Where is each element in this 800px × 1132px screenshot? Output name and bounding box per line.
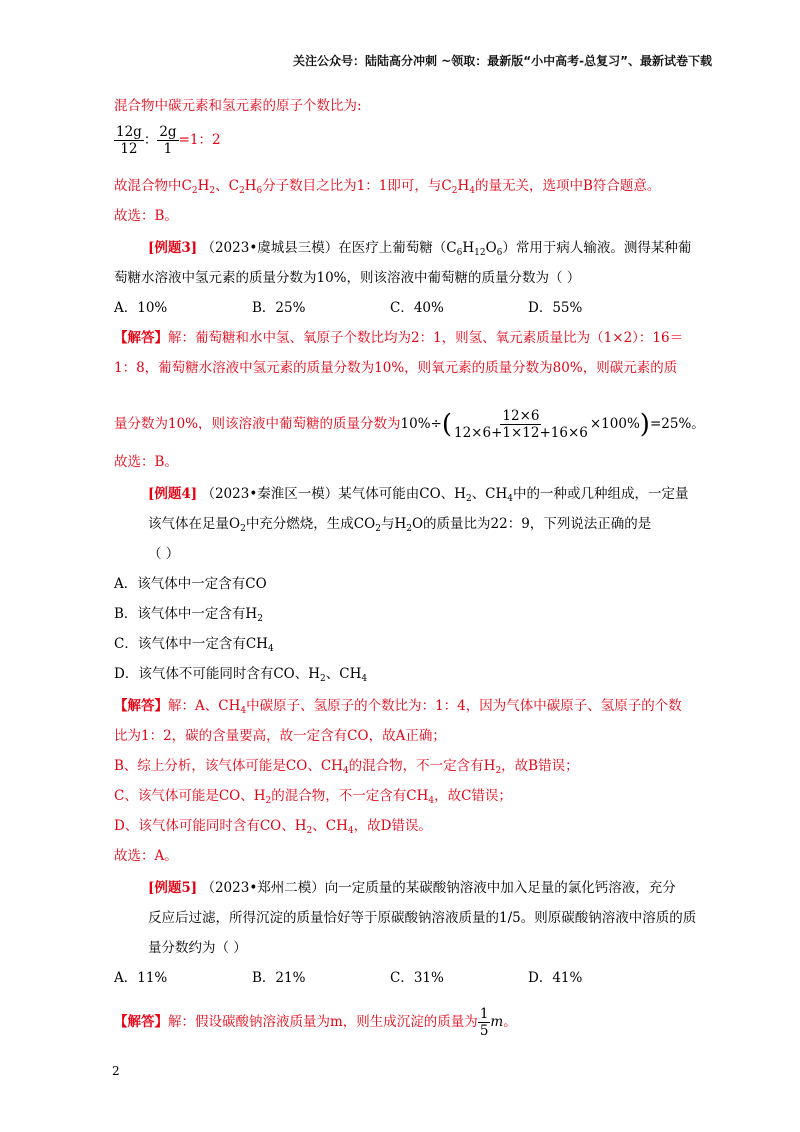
example-3-solution: 【解答】解：葡萄糖和水中氢、氧原子个数比均为2：1，则氢、氧元素质量比为（1×2）：16＝: [114, 330, 684, 346]
answer-prev: 故选：B。: [114, 208, 178, 224]
example-4-solution: 【解答】解：A、$CH_4$中碳原子、氢原子的个数比为：1：4，因为气体中碳原子、氢原子的个数: [114, 698, 682, 716]
option-d: D．41%: [528, 970, 583, 986]
ratio-conclusion: 故混合物中$C_2H_2$、$C_2H_6$分子数目之比为1：1即可，与$C_2H_4$的量无关，选项中B符合题意。: [114, 178, 661, 196]
fraction-one-fifth: $\frac{1}{5}$: [479, 1006, 489, 1039]
example-4-question: [例题4] （2023•秦淮区一模）某气体可能由CO、$H_2$、$CH_4$中的一种或几种组成，一定量: [148, 486, 689, 504]
example-5-question-end: 量分数约为（ ）: [148, 940, 247, 956]
example-3-calculation: 量分数为10%，则该溶液中葡萄糖的质量分数为10%÷( $\frac{12\times 6}{12\times 6+1\times 12+16\times 6}$ ×100%)=25%。: [114, 408, 705, 441]
option-a: A．10%: [114, 300, 168, 316]
option-b: B．21%: [252, 970, 306, 986]
example-4-question-cont: 该气体在足量$O_2$中充分燃烧，生成$CO_2$与$H_2O$的质量比为22：9，下列说法正确的是: [148, 516, 652, 534]
example-3-question-cont: 萄糖水溶液中氢元素的质量分数为10%，则该溶液中葡萄糖的质量分数为（ ）: [114, 270, 581, 286]
example-3-solution-cont: 1：8，葡萄糖水溶液中氢元素的质量分数为10%，则氧元素的质量分数为80%，则碳元素的质: [114, 360, 678, 376]
page-header: 关注公众号：陆陆高分冲刺 ~领取：最新版“小中高考-总复习”、最新试卷下载: [293, 54, 712, 68]
option-b: B．该气体中一定含有$H_2$: [114, 606, 263, 624]
solution-d: D、该气体可能同时含有CO、$H_2$、$CH_4$，故D错误。: [114, 818, 432, 836]
example-5-question-cont: 反应后过滤，所得沉淀的质量恰好等于原碳酸钠溶液质量的1/5。则原碳酸钠溶液中溶质的质: [148, 910, 697, 926]
calc-fraction: $\frac{12\times 6}{12\times 6+1\times 12+16\times 6}$: [454, 408, 588, 441]
option-c: C．40%: [390, 300, 444, 316]
page-number: 2: [112, 1064, 120, 1078]
option-d: D．该气体不可能同时含有CO、$H_2$、$CH_4$: [114, 666, 368, 684]
option-d: D．55%: [528, 300, 583, 316]
solution-a: 比为1：2，碳的含量要高，故一定含有CO，故A正确；: [114, 728, 446, 744]
example-5-solution: 【解答】解：假设碳酸钠溶液质量为m，则生成沉淀的质量为 $\frac{1}{5}$ m。: [114, 1006, 517, 1039]
solution-c: C、该气体可能是CO、$H_2$的混合物，不一定含有$CH_4$，故C错误；: [114, 788, 512, 806]
example-5-question: [例题5] （2023•郑州二模）向一定质量的某碳酸钠溶液中加入足量的氯化钙溶液，充分: [148, 880, 676, 896]
example-3-answer: 故选：B。: [114, 454, 178, 470]
ratio-formula: $\frac{12g}{12}$ ： $\frac{2g}{1}$ =1：2: [116, 124, 221, 157]
option-a: A．11%: [114, 970, 168, 986]
option-c: C．31%: [390, 970, 444, 986]
fraction-h: $\frac{2g}{1}$: [159, 124, 177, 157]
option-b: B．25%: [252, 300, 306, 316]
example-4-answer: 故选：A。: [114, 848, 178, 864]
example-3-question: [例题3] （2023•虞城县三模）在医疗上葡萄糖$(C_6H_{12}O_6)$常用于病人输液。测得某种葡: [148, 240, 692, 258]
ratio-intro: 混合物中碳元素和氢元素的原子个数比为:: [114, 98, 362, 114]
option-a: A．该气体中一定含有CO: [114, 576, 267, 592]
example-4-question-paren: （ ）: [148, 546, 180, 562]
option-c: C．该气体中一定含有$CH_4$: [114, 636, 274, 654]
example-3-options: [114, 298, 666, 318]
example-5-options: [114, 968, 666, 988]
solution-b: B、综上分析，该气体可能是CO、$CH_4$的混合物，不一定含有$H_2$，故B错误；: [114, 758, 579, 776]
fraction-c: $\frac{12g}{12}$: [116, 124, 142, 157]
